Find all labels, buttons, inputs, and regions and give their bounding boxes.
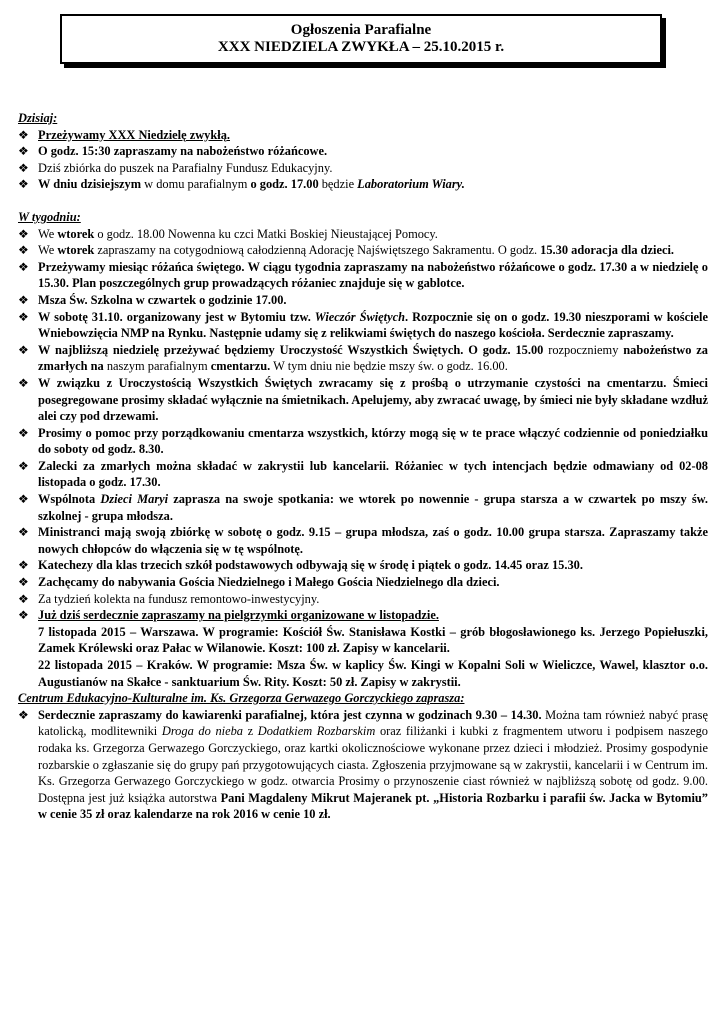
list-item: ❖ W związku z Uroczystością Wszystkich Świętych zwracamy się z prośbą o utrzymanie czystości na cmentarzu. Śmieci posegregowane prosimy składać wyłącznie na śmietnikach. Apelujemy, aby zwracać uwagę, by śmieci nie były składane wzdłuż alei czy pod drzewami. bbox=[18, 375, 708, 424]
pilgrimage-krakow: 22 listopada 2015 – Kraków. W programie: Msza Św. w kaplicy Św. Kingi w Kopalni Soli w Wieliczce, Wawel, klasztor o.o. Augustianów na Skałce - sanktuarium Św. Rity. Koszt: 50 zł. Zapisy w zakrystii. bbox=[38, 658, 708, 689]
list-item: ❖ Przeżywamy miesiąc różańca świętego. W ciągu tygodnia zapraszamy na nabożeństwo różańcowe o godz. 17.30 a w niedzielę o 15.30. Plan poszczególnych grup prowadzących różaniec znajduje się w gablotce. bbox=[18, 259, 708, 291]
diamond-bullet-icon: ❖ bbox=[18, 558, 29, 573]
section-heading-centrum: Centrum Edukacyjno-Kulturalne im. Ks. Grzegorza Gerwazego Gorczyckiego zaprasza: bbox=[18, 691, 465, 706]
list-item: ❖ Msza Św. Szkolna w czwartek o godzinie 17.00. bbox=[18, 292, 287, 307]
list-item: ❖ We wtorek zapraszamy na cotygodniową całodzienną Adorację Najświętszego Sakramentu. O godz. 15.30 adoracja dla dzieci. bbox=[18, 243, 675, 258]
page-subtitle: XXX NIEDZIELA ZWYKŁA – 25.10.2015 r. bbox=[217, 39, 505, 55]
diamond-bullet-icon: ❖ bbox=[18, 575, 29, 590]
diamond-bullet-icon: ❖ bbox=[18, 309, 29, 324]
page-title: Ogłoszenia Parafialne bbox=[290, 22, 432, 38]
list-item: ❖ We wtorek o godz. 18.00 Nowenna ku czci Matki Boskiej Nieustającej Pomocy. bbox=[18, 226, 438, 241]
section-heading-today: Dzisiaj: bbox=[18, 111, 58, 125]
diamond-bullet-icon: ❖ bbox=[18, 127, 29, 142]
diamond-bullet-icon: ❖ bbox=[18, 591, 29, 606]
diamond-bullet-icon: ❖ bbox=[18, 608, 29, 623]
diamond-bullet-icon: ❖ bbox=[18, 458, 29, 473]
list-item: ❖ Za tydzień kolekta na fundusz remontowo-inwestycyjny. bbox=[18, 591, 320, 606]
list-item: ❖ Dziś zbiórka do puszek na Parafialny Fundusz Edukacyjny. bbox=[18, 160, 333, 175]
diamond-bullet-icon: ❖ bbox=[18, 492, 29, 507]
week-list bbox=[18, 226, 708, 624]
list-item: ❖ Zachęcamy do nabywania Gościa Niedzielnego i Małego Gościa Niedzielnego dla dzieci. bbox=[18, 575, 500, 590]
list-item: ❖ Katechezy dla klas trzecich szkół podstawowych odbywają się w środę i piątek o godz. 14.45 oraz 15.30. bbox=[18, 558, 583, 573]
list-item: ❖ W dniu dzisiejszym w domu parafialnym o godz. 17.00 będzie Laboratorium Wiary. bbox=[18, 177, 465, 192]
centrum-list bbox=[18, 707, 708, 823]
diamond-bullet-icon: ❖ bbox=[18, 292, 29, 307]
diamond-bullet-icon: ❖ bbox=[18, 342, 29, 357]
list-item: ❖ Już dziś serdecznie zapraszamy na pielgrzymki organizowane w listopadzie. bbox=[18, 608, 439, 623]
diamond-bullet-icon: ❖ bbox=[18, 160, 29, 175]
list-item: ❖ W najbliższą niedzielę przeżywać będziemy Uroczystość Wszystkich Świętych. O godz. 15.00 rozpoczniemy nabożeństwo za zmarłych na naszym parafialnym cmentarzu. W tym dniu nie będzie mszy św. o godz. 16.00. bbox=[18, 342, 708, 374]
list-item: ❖ Ministranci mają swoją zbiórkę w sobotę o godz. 9.15 – grupa młodsza, zaś o godz. 10.00 grupa starsza. Zapraszamy także nowych chłopców do włączenia się w tę wspólnotę. bbox=[18, 525, 708, 556]
diamond-bullet-icon: ❖ bbox=[18, 425, 29, 440]
pilgrimage-warsaw: 7 listopada 2015 – Warszawa. W programie: Kościół Św. Stanisława Kostki – grób błogosławionego ks. Jerzego Popiełuszki, Zamek Królewski oraz Pałac w Wilanowie. Koszt: 100 zł. Zapisy w kancelarii. bbox=[38, 624, 708, 656]
diamond-bullet-icon: ❖ bbox=[18, 707, 29, 722]
list-item: ❖ O godz. 15:30 zapraszamy na nabożeństwo różańcowe. bbox=[18, 144, 328, 159]
title-box bbox=[60, 14, 662, 64]
diamond-bullet-icon: ❖ bbox=[18, 177, 29, 192]
list-item: ❖ Wspólnota Dzieci Maryi zaprasza na swoje spotkania: we wtorek po nowennie - grupa starsza a w czwartek po mszy św. szkolnej - grupa młodsza. bbox=[18, 492, 708, 523]
today-list bbox=[18, 127, 708, 193]
diamond-bullet-icon: ❖ bbox=[18, 525, 29, 540]
diamond-bullet-icon: ❖ bbox=[18, 375, 29, 390]
list-item: ❖ Zalecki za zmarłych można składać w zakrystii lub kancelarii. Różaniec w tych intencjach będzie odmawiany od 02-08 listopada o godz. 17.30. bbox=[18, 458, 708, 490]
list-item: ❖ Prosimy o pomoc przy porządkowaniu cmentarza wszystkich, którzy mogą się w te prace włączyć codziennie od poniedziałku do soboty od godz. 8.30. bbox=[18, 425, 708, 457]
list-item: ❖ Przeżywamy XXX Niedzielę zwykłą. bbox=[18, 127, 230, 142]
diamond-bullet-icon: ❖ bbox=[18, 259, 29, 274]
announcements-content bbox=[18, 110, 708, 823]
section-heading-week: W tygodniu: bbox=[18, 209, 81, 224]
diamond-bullet-icon: ❖ bbox=[18, 226, 29, 241]
diamond-bullet-icon: ❖ bbox=[18, 144, 29, 159]
list-item: ❖ Serdecznie zapraszamy do kawiarenki parafialnej, która jest czynna w godzinach 9.30 – 14.30. Można tam również nabyć prasę katolicką, modlitewniki Droga do nieba z Dodatkiem Rozbarskim oraz filiżanki i kubki z fragmentem utworu i podpisem naszego rodaka ks. Grzegorza Gerwazego Gorczyckiego, oraz kartki okolicznościowe wykonane przez dzieci i młodzież. Prosimy gospodynie rozbarskie o zgłaszanie się do grupy pań przygotowujących ciasta. Zgłoszenia przyjmowane są w zakrystii, kancelarii i w Centrum im. Ks. Grzegorza Gerwazego Gorczyckiego w godz. otwarcia Prosimy o przynoszenie ciast również w najbliższą sobotę od godz. 9.00. Dostępna jest już książka autorstwa Pani Magdaleny Mikrut Majeranek pt. „Historia Rozbarku i parafii św. Jacka w Bytomiu” w cenie 35 zł oraz kalendarze na rok 2016 w cenie 10 zł. bbox=[18, 707, 709, 822]
list-item: ❖ W sobotę 31.10. organizowany jest w Bytomiu tzw. Wieczór Świętych. Rozpocznie się on o godz. 19.30 nieszporami w kościele Wniebowzięcia NMP na Rynku. Następnie udamy się z relikwiami świętych do naszego kościoła. Serdecznie zapraszamy. bbox=[18, 309, 708, 341]
diamond-bullet-icon: ❖ bbox=[18, 243, 29, 258]
